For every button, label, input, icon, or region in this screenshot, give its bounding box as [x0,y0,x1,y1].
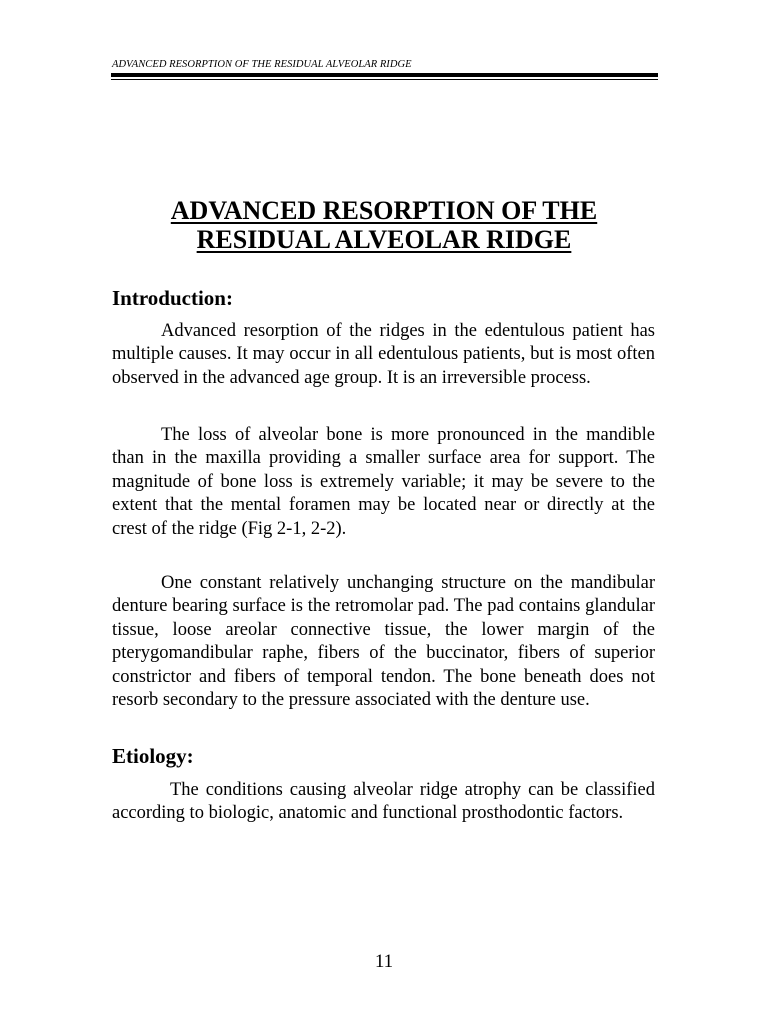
intro-paragraph-1: Advanced resorption of the ridges in the edentulous patient has multiple causes. It may occur in all edentulous patients, but is most often observed in the advanced age group. It is an irreversible process. [112,321,655,388]
intro-paragraph-3: One constant relatively unchanging structure on the mandibular denture bearing surface is the retromolar pad. The pad contains glandular tissue, loose areolar connective tissue, the lower margin of the pterygomandibular raphe, fibers of the buccinator, fibers of superior constrictor and fibers of temporal tendon. The bone beneath does not resorb secondary to the pressure associated with the denture use. [112,573,655,711]
page-number: 11 [374,951,394,972]
etiology-paragraph-1: The conditions causing alveolar ridge atrophy can be classified according to biologic, anatomic and functional prosthodontic factors. [112,780,655,824]
header-rule-thick [111,73,658,77]
chapter-title-line-1: ADVANCED RESORPTION OF THE [170,196,598,225]
introduction-heading: Introduction: [112,286,233,310]
etiology-heading: Etiology: [112,744,194,768]
chapter-title [112,196,656,254]
chapter-title-line-2: RESIDUAL ALVEOLAR RIDGE [196,225,572,254]
intro-paragraph-2: The loss of alveolar bone is more pronounced in the mandible than in the maxilla providing a smaller surface area for support. The magnitude of bone loss is extremely variable; it may be severe to the extent that the mental foramen may be located near or directly at the crest of the ridge (Fig 2-1, 2-2). [112,425,655,539]
header-rule-thin [111,79,658,80]
running-header: ADVANCED RESORPTION OF THE RESIDUAL ALVEOLAR RIDGE [112,59,412,70]
